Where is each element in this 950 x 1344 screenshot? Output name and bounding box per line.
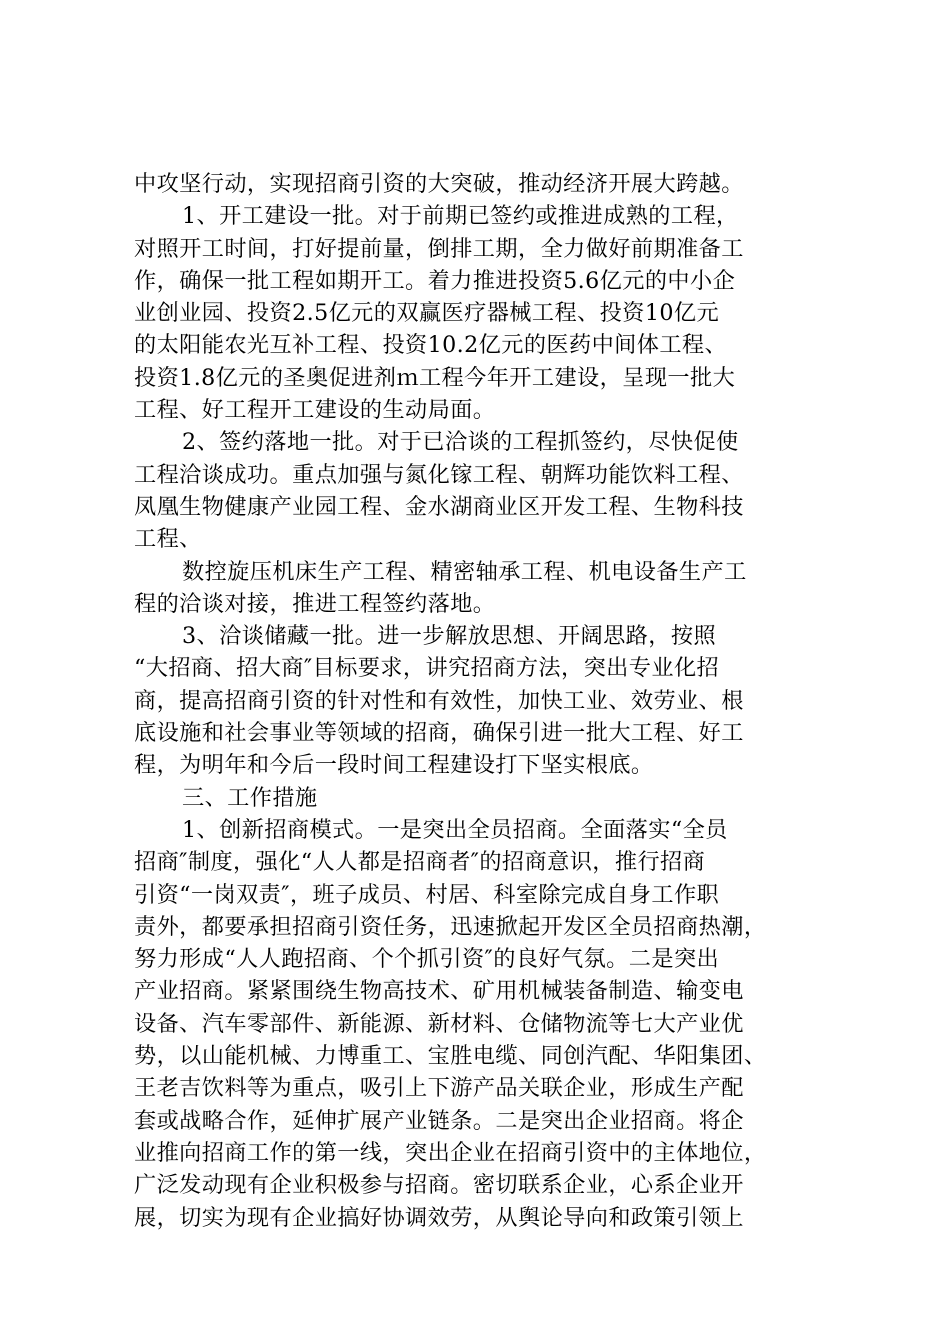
text-line: 套或战略合作，延伸扩展产业链条。二是突出企业招商。将企 (134, 1107, 744, 1134)
text-line: 工程洽谈成功。重点加强与氮化镓工程、朝辉功能饮料工程、 (134, 461, 744, 488)
text-line: 努力形成“人人跑招商、个个抓引资″的良好气氛。二是突出 (134, 946, 720, 973)
text-line: 凤凰生物健康产业园工程、金水湖商业区开发工程、生物科技 (134, 493, 744, 520)
text-line: 程的洽谈对接，推进工程签约落地。 (134, 590, 496, 617)
text-line: 广泛发动现有企业积极参与招商。密切联系企业，心系企业开 (134, 1172, 744, 1199)
text-line: 责外，都要承担招商引资任务，迅速掀起开发区全员招商热潮， (134, 913, 767, 940)
text-line: 设备、汽车零部件、新能源、新材料、仓储物流等七大产业优 (134, 1010, 744, 1037)
text-line: 产业招商。紧紧围绕生物高技术、矿用机械装备制造、输变电 (134, 978, 744, 1005)
text-line: 势，以山能机械、力博重工、宝胜电缆、同创汽配、华阳集团、 (134, 1043, 767, 1070)
text-line: 三、工作措施 (182, 784, 318, 811)
text-line: 1、开工建设一批。对于前期已签约或推进成熟的工程， (182, 203, 739, 230)
text-line: 业推向招商工作的第一线，突出企业在招商引资中的主体地位， (134, 1139, 767, 1166)
text-line: 工程、 (134, 526, 202, 553)
text-line: 作，确保一批工程如期开工。着力推进投资5.6亿元的中小企 (134, 267, 736, 294)
text-line: 工程、好工程开工建设的生动局面。 (134, 397, 496, 424)
text-line: 投资1.8亿元的圣奥促进剂ｍ工程今年开工建设，呈现一批大 (134, 364, 736, 391)
text-line: 展，切实为现有企业搞好协调效劳，从舆论导向和政策引领上 (134, 1204, 744, 1231)
text-line: 引资“一岗双责″，班子成员、村居、科室除完成自身工作职 (134, 881, 720, 908)
text-line: 商，提高招商引资的针对性和有效性，加快工业、效劳业、根 (134, 687, 744, 714)
text-line: 中攻坚行动，实现招商引资的大突破，推动经济开展大跨越。 (134, 171, 744, 197)
text-line: 2、签约落地一批。对于已洽谈的工程抓签约，尽快促使 (182, 429, 739, 456)
text-line: “大招商、招大商″目标要求，讲究招商方法，突出专业化招 (134, 655, 720, 682)
text-line: 数控旋压机床生产工程、精密轴承工程、机电设备生产工 (182, 558, 747, 585)
text-line: 业创业园、投资2.5亿元的双赢医疗器械工程、投资10亿元 (134, 300, 720, 327)
text-line: 王老吉饮料等为重点，吸引上下游产品关联企业，形成生产配 (134, 1075, 744, 1102)
text-line: 程，为明年和今后一段时间工程建设打下坚实根底。 (134, 752, 654, 779)
text-line: 对照开工时间，打好提前量，倒排工期，全力做好前期准备工 (134, 235, 744, 262)
document-body (134, 168, 834, 1234)
text-line: 底设施和社会事业等领域的招商，确保引进一批大工程、好工 (134, 720, 744, 747)
text-line: 的太阳能农光互补工程、投资10.2亿元的医药中间体工程、 (134, 332, 728, 359)
text-line: 3、洽谈储藏一批。进一步解放思想、开阔思路，按照 (182, 623, 717, 650)
text-line: 招商″制度，强化“人人都是招商者″的招商意识，推行招商 (134, 849, 706, 876)
text-line: 1、创新招商模式。一是突出全员招商。全面落实“全员 (182, 816, 728, 843)
